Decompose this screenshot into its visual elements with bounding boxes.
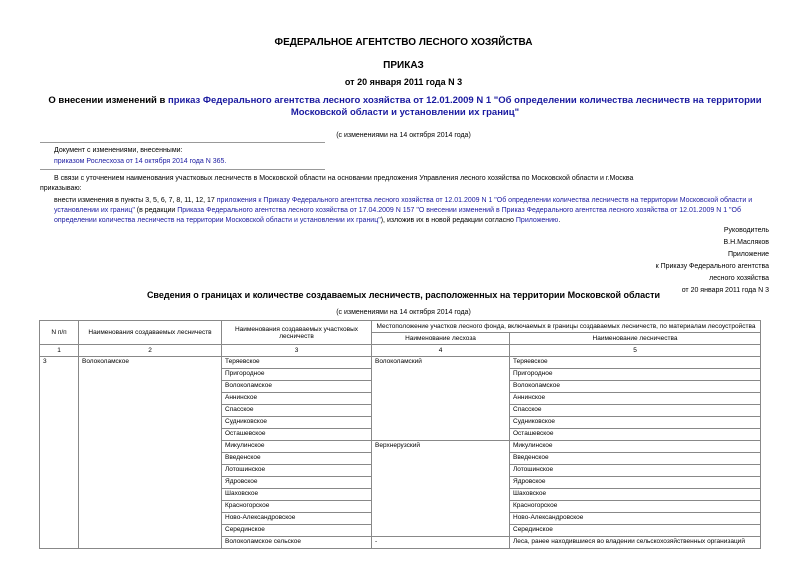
lesnichestvo-cell: Теряевское [510,357,761,369]
lesnichestvo-cell: Шаховское [510,489,761,501]
appendix-ref-1: к Приказу Федерального агентства [655,263,769,270]
header-leskhoz: Наименование лесхоза [372,333,510,345]
lesnichestvo-cell: Пригородное [510,369,761,381]
lesnichestvo-cell: Ново-Александровское [510,513,761,525]
district-cell: Осташевское [222,429,372,441]
operative-text-a: внести изменения в пункты 3, 5, 6, 7, 8, 11, 12, 17 [54,197,217,204]
appendix-link[interactable]: Приложению [515,217,559,224]
changes-box-top-rule [40,142,325,143]
forestry-name: Волоколамское [79,357,222,549]
orders-word: приказываю: [40,185,82,192]
operative-paragraph [40,196,771,226]
lesnichestvo-cell: Судниковское [510,417,761,429]
district-cell: Серединское [222,525,372,537]
leskhoz-cell: Верхнерузский [372,441,510,537]
forestry-table [39,320,761,549]
appendix-ref-3: от 20 января 2011 года N 3 [681,287,769,294]
appendix-label: Приложение [727,251,769,258]
district-cell: Лотошинское [222,465,372,477]
col-number: 2 [79,345,222,357]
district-cell: Спасское [222,405,372,417]
district-cell: Волоколамское сельское [222,537,372,549]
order-157-link[interactable]: Приказа Федерального агентства лесного хозяйства от 17.04.2009 N 157 "О внесении изменений в Приказ Федерального агентства лесного хозяйства от 12.01.2009 N 1 "Об определении количества лесничеств на территории Московской области и установлении их границ" [54,207,741,224]
appendix-order-link[interactable]: приложения к Приказу Федерального агентства лесного хозяйства от 12.01.2009 N 1 "Об определении количества лесничеств на территории Московской области и установлении их границ" [54,197,753,214]
district-cell: Пригородное [222,369,372,381]
lesnichestvo-cell: Микулинское [510,441,761,453]
signatory-role: Руководитель [723,227,769,234]
header-district: Наименования создаваемых участковых лесничеств [222,321,372,345]
district-cell: Судниковское [222,417,372,429]
lesnichestvo-cell: Волоколамское [510,381,761,393]
changes-box [54,145,226,167]
lesnichestvo-cell: Осташевское [510,429,761,441]
col-number: 1 [40,345,79,357]
doc-type: ПРИКАЗ [383,60,424,71]
signatory-name: В.Н.Масляков [723,239,769,246]
district-cell: Ядровское [222,477,372,489]
doc-date: от 20 января 2011 года N 3 [344,77,463,87]
district-cell: Красногорское [222,501,372,513]
district-cell: Аннинское [222,393,372,405]
col-number: 4 [372,345,510,357]
changes-box-bottom-rule [40,169,325,170]
appendix-ref-2: лесного хозяйства [709,275,769,282]
lesnichestvo-cell: Аннинское [510,393,761,405]
col-number: 5 [510,345,761,357]
amending-order-link[interactable]: приказом Рослесхоза от 14 октября 2014 года N 365. [54,158,227,165]
header-num: N п/п [40,321,79,345]
district-cell: Шаховское [222,489,372,501]
district-cell: Введенское [222,453,372,465]
operative-text-b: (в редакции [134,207,178,214]
preamble-paragraph: В связи с уточнением наименования участковых лесничеств в Московской области на основании предложения Управления лесного хозяйства по Московской области и г.Москва [54,175,634,182]
lesnichestvo-cell: Леса, ранее находившиеся во владении сельскохозяйственных организаций [510,537,761,549]
operative-text-d: . [558,217,561,224]
lesnichestvo-cell: Серединское [510,525,761,537]
col-number: 3 [222,345,372,357]
header-location: Местоположение участков лесного фонда, включаемых в границы создаваемых лесничеств, по материалам лесоустройства [372,321,761,333]
lesnichestvo-cell: Лотошинское [510,465,761,477]
signature-block [656,225,769,297]
header-lesnichestvo: Наименование лесничества [510,333,761,345]
appendix-title: Сведения о границах и количестве создаваемых лесничеств, расположенных на территории Московской области [146,290,661,300]
header-forestry: Наименования создаваемых лесничеств [79,321,222,345]
appendix-revision-note: (с изменениями на 14 октября 2014 года) [336,309,471,316]
lesnichestvo-cell: Введенское [510,453,761,465]
doc-title-prefix: О внесении изменений в [48,95,168,106]
changes-box-label: Документ с изменениями, внесенными: [54,147,183,154]
lesnichestvo-cell: Спасское [510,405,761,417]
district-cell: Ново-Александровское [222,513,372,525]
row-number: 3 [40,357,79,549]
lesnichestvo-cell: Красногорское [510,501,761,513]
leskhoz-cell: Волоколамский [372,357,510,441]
table-row [40,357,761,369]
lesnichestvo-cell: Ядровское [510,477,761,489]
operative-text-c: ), изложив их в новой редакции согласно [380,217,516,224]
district-cell: Волоколамское [222,381,372,393]
district-cell: Теряевское [222,357,372,369]
amended-order-link[interactable]: приказ Федерального агентства лесного хозяйства от 12.01.2009 N 1 "Об определении количества лесничеств на территории Московской области и установлении их границ" [168,95,762,118]
doc-title [30,95,780,119]
leskhoz-cell: - [372,537,510,549]
agency-title: ФЕДЕРАЛЬНОЕ АГЕНТСТВО ЛЕСНОГО ХОЗЯЙСТВА [274,37,533,48]
district-cell: Микулинское [222,441,372,453]
revision-note: (с изменениями на 14 октября 2014 года) [336,132,471,139]
